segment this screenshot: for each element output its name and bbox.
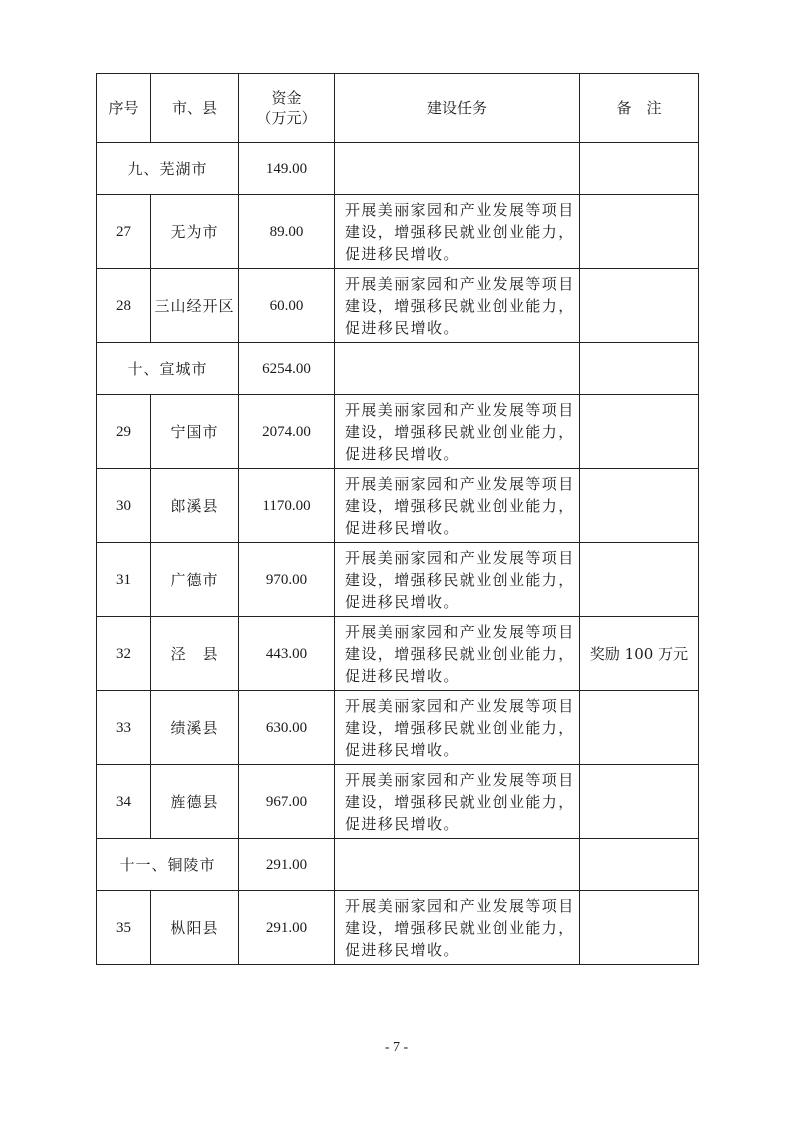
row-city: 绩溪县	[151, 691, 239, 765]
section-task-cell	[335, 839, 580, 891]
table-body	[97, 143, 699, 965]
row-city: 广德市	[151, 543, 239, 617]
section-task-cell	[335, 343, 580, 395]
row-task: 开展美丽家园和产业发展等项目建设，增强移民就业创业能力，促进移民增收。	[335, 617, 580, 691]
table-row	[97, 765, 699, 839]
section-name: 十、宣城市	[97, 343, 239, 395]
row-amount: 967.00	[239, 765, 335, 839]
row-seq: 33	[97, 691, 151, 765]
row-amount: 291.00	[239, 891, 335, 965]
row-seq: 31	[97, 543, 151, 617]
section-amount: 149.00	[239, 143, 335, 195]
table-row	[97, 395, 699, 469]
row-amount: 89.00	[239, 195, 335, 269]
section-row	[97, 143, 699, 195]
section-amount: 6254.00	[239, 343, 335, 395]
row-city: 宁国市	[151, 395, 239, 469]
table-header-row	[97, 74, 699, 143]
row-amount: 2074.00	[239, 395, 335, 469]
row-note	[580, 765, 699, 839]
row-amount: 60.00	[239, 269, 335, 343]
table-row	[97, 891, 699, 965]
row-seq: 30	[97, 469, 151, 543]
section-note-cell	[580, 839, 699, 891]
row-seq: 28	[97, 269, 151, 343]
row-seq: 29	[97, 395, 151, 469]
row-note	[580, 543, 699, 617]
row-amount: 630.00	[239, 691, 335, 765]
row-task: 开展美丽家园和产业发展等项目建设，增强移民就业创业能力，促进移民增收。	[335, 691, 580, 765]
row-note	[580, 891, 699, 965]
row-task: 开展美丽家园和产业发展等项目建设，增强移民就业创业能力，促进移民增收。	[335, 395, 580, 469]
row-amount: 970.00	[239, 543, 335, 617]
section-amount: 291.00	[239, 839, 335, 891]
table-row	[97, 691, 699, 765]
funds-allocation-table	[96, 73, 699, 965]
row-task: 开展美丽家园和产业发展等项目建设，增强移民就业创业能力，促进移民增收。	[335, 269, 580, 343]
section-row	[97, 343, 699, 395]
row-seq: 27	[97, 195, 151, 269]
row-city: 泾 县	[151, 617, 239, 691]
section-task-cell	[335, 143, 580, 195]
section-note-cell	[580, 343, 699, 395]
row-seq: 35	[97, 891, 151, 965]
row-note	[580, 269, 699, 343]
header-seq: 序号	[97, 74, 151, 143]
row-seq: 32	[97, 617, 151, 691]
table-row	[97, 617, 699, 691]
row-task: 开展美丽家园和产业发展等项目建设，增强移民就业创业能力，促进移民增收。	[335, 765, 580, 839]
table-row	[97, 469, 699, 543]
table-row	[97, 195, 699, 269]
section-name: 十一、铜陵市	[97, 839, 239, 891]
table-row	[97, 269, 699, 343]
row-amount: 1170.00	[239, 469, 335, 543]
table-row	[97, 543, 699, 617]
row-task: 开展美丽家园和产业发展等项目建设，增强移民就业创业能力，促进移民增收。	[335, 891, 580, 965]
section-note-cell	[580, 143, 699, 195]
row-task: 开展美丽家园和产业发展等项目建设，增强移民就业创业能力，促进移民增收。	[335, 543, 580, 617]
page-number: - 7 -	[384, 1040, 409, 1055]
row-city: 旌德县	[151, 765, 239, 839]
row-note	[580, 395, 699, 469]
header-funds-label: 资金	[271, 88, 302, 107]
header-note: 备 注	[580, 74, 699, 143]
row-note	[580, 469, 699, 543]
row-task: 开展美丽家园和产业发展等项目建设，增强移民就业创业能力，促进移民增收。	[335, 469, 580, 543]
row-city: 三山经开区	[151, 269, 239, 343]
row-seq: 34	[97, 765, 151, 839]
row-note: 奖励 100 万元	[580, 617, 699, 691]
row-note	[580, 691, 699, 765]
row-city: 无为市	[151, 195, 239, 269]
header-funds-unit: （万元）	[256, 108, 317, 127]
header-task: 建设任务	[335, 74, 580, 143]
section-name: 九、芜湖市	[97, 143, 239, 195]
header-city: 市、县	[151, 74, 239, 143]
row-amount: 443.00	[239, 617, 335, 691]
header-funds	[239, 74, 335, 143]
row-note	[580, 195, 699, 269]
section-row	[97, 839, 699, 891]
row-city: 枞阳县	[151, 891, 239, 965]
row-task: 开展美丽家园和产业发展等项目建设，增强移民就业创业能力，促进移民增收。	[335, 195, 580, 269]
row-city: 郎溪县	[151, 469, 239, 543]
